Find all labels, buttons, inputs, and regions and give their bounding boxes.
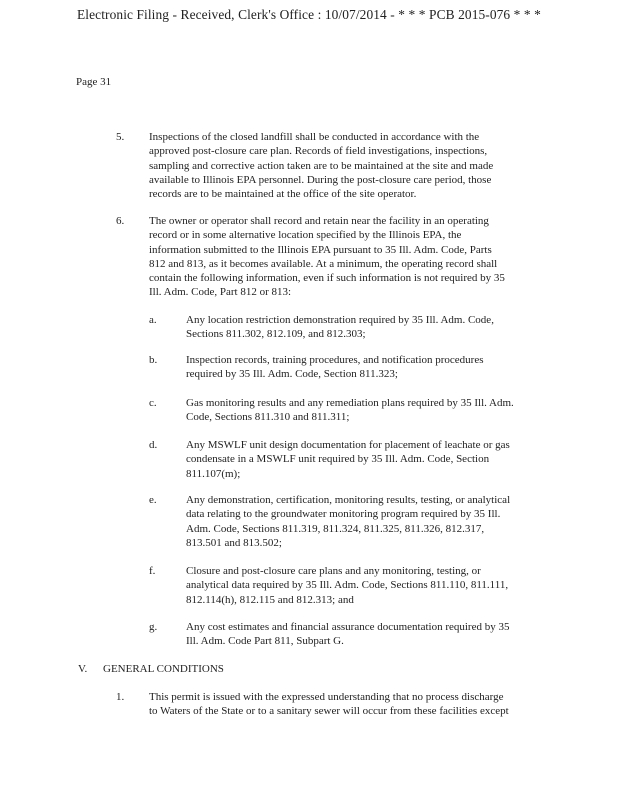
sub-g-line: Any cost estimates and financial assurance documentation required by 35 bbox=[186, 621, 510, 633]
sub-c-line: Code, Sections 811.310 and 811.311; bbox=[186, 411, 350, 424]
item-1-line: This permit is issued with the expressed understanding that no process discharge bbox=[149, 691, 504, 703]
sub-g-letter: g. bbox=[149, 621, 158, 633]
item-1-line: to Waters of the State or to a sanitary sewer will occur from these facilities except bbox=[149, 705, 509, 718]
item-6-line: 812 and 813, as it becomes available. At a minimum, the operating record shall bbox=[149, 257, 498, 270]
sub-d-line: Any MSWLF unit design documentation for placement of leachate or gas bbox=[186, 439, 510, 451]
sub-d-line: 811.107(m); bbox=[186, 467, 241, 480]
sub-f-letter: f. bbox=[149, 565, 156, 577]
sub-b-letter: b. bbox=[149, 354, 158, 366]
sub-e-line: data relating to the groundwater monitoring program required by 35 Ill. bbox=[186, 508, 501, 521]
sub-a-line: Any location restriction demonstration required by 35 Ill. Adm. Code, bbox=[186, 314, 494, 326]
sub-d-line: condensate in a MSWLF unit required by 35 Ill. Adm. Code, Section bbox=[186, 453, 490, 466]
sub-a-text bbox=[186, 313, 494, 342]
sub-e-text bbox=[186, 493, 510, 550]
sub-b-line: Inspection records, training procedures, and notification procedures bbox=[186, 354, 484, 366]
section-v-number: V. bbox=[78, 663, 88, 675]
sub-b-text bbox=[186, 353, 484, 382]
item-5-line: available to Illinois EPA personnel. During the post-closure care period, those bbox=[149, 173, 492, 186]
item-6-text bbox=[149, 214, 505, 300]
sub-a-letter: a. bbox=[149, 314, 157, 326]
item-1-number: 1. bbox=[116, 691, 125, 703]
item-1-text bbox=[149, 690, 509, 719]
sub-c-line: Gas monitoring results and any remediation plans required by 35 Ill. Adm. bbox=[186, 397, 514, 409]
item-6-line: Ill. Adm. Code, Part 812 or 813: bbox=[149, 286, 292, 299]
item-5-text bbox=[149, 130, 493, 201]
sub-e-line: 813.501 and 813.502; bbox=[186, 536, 282, 549]
item-6-number: 6. bbox=[116, 215, 125, 227]
item-5-line: approved post-closure care plan. Records of field investigations, inspections, bbox=[149, 145, 488, 158]
item-6-line: The owner or operator shall record and retain near the facility in an operating bbox=[149, 215, 489, 227]
item-5-line: records are to be maintained at the office of the site operator. bbox=[149, 188, 417, 201]
section-v-heading bbox=[103, 662, 224, 676]
sub-c-letter: c. bbox=[149, 397, 157, 409]
sub-f-text bbox=[186, 564, 508, 607]
item-6-line: contain the following information, even if such information is not required by 35 bbox=[149, 272, 505, 285]
sub-g-text bbox=[186, 620, 509, 649]
sub-d-letter: d. bbox=[149, 439, 158, 451]
sub-c-text bbox=[186, 396, 514, 425]
sub-e-letter: e. bbox=[149, 494, 157, 506]
sub-e-line: Any demonstration, certification, monitoring results, testing, or analytical bbox=[186, 494, 511, 506]
item-6-line: record or in some alternative location specified by the Illinois EPA, the bbox=[149, 229, 462, 242]
sub-b-line: required by 35 Ill. Adm. Code, Section 811.323; bbox=[186, 368, 398, 381]
section-v-title: GENERAL CONDITIONS bbox=[103, 663, 224, 675]
sub-e-line: Adm. Code, Sections 811.319, 811.324, 811.325, 811.326, 812.317, bbox=[186, 522, 485, 535]
sub-f-line: 812.114(h), 812.115 and 812.313; and bbox=[186, 593, 354, 606]
sub-g-line: Ill. Adm. Code Part 811, Subpart G. bbox=[186, 635, 344, 648]
sub-d-text bbox=[186, 438, 510, 481]
sub-f-line: Closure and post-closure care plans and any monitoring, testing, or bbox=[186, 565, 481, 577]
filing-header: Electronic Filing - Received, Clerk's Office : 10/07/2014 - * * * PCB 2015-076 * * * bbox=[77, 7, 541, 22]
page-number: Page 31 bbox=[76, 76, 112, 88]
item-5-line: sampling and corrective action taken are to be maintained at the site and made bbox=[149, 159, 494, 172]
sub-a-line: Sections 811.302, 812.109, and 812.303; bbox=[186, 328, 366, 341]
item-5-line: Inspections of the closed landfill shall be conducted in accordance with the bbox=[149, 131, 480, 143]
item-5-number: 5. bbox=[116, 131, 125, 143]
item-6-line: information submitted to the Illinois EPA pursuant to 35 Ill. Adm. Code, Parts bbox=[149, 243, 492, 256]
sub-f-line: analytical data required by 35 Ill. Adm. Code, Sections 811.110, 811.111, bbox=[186, 579, 509, 592]
